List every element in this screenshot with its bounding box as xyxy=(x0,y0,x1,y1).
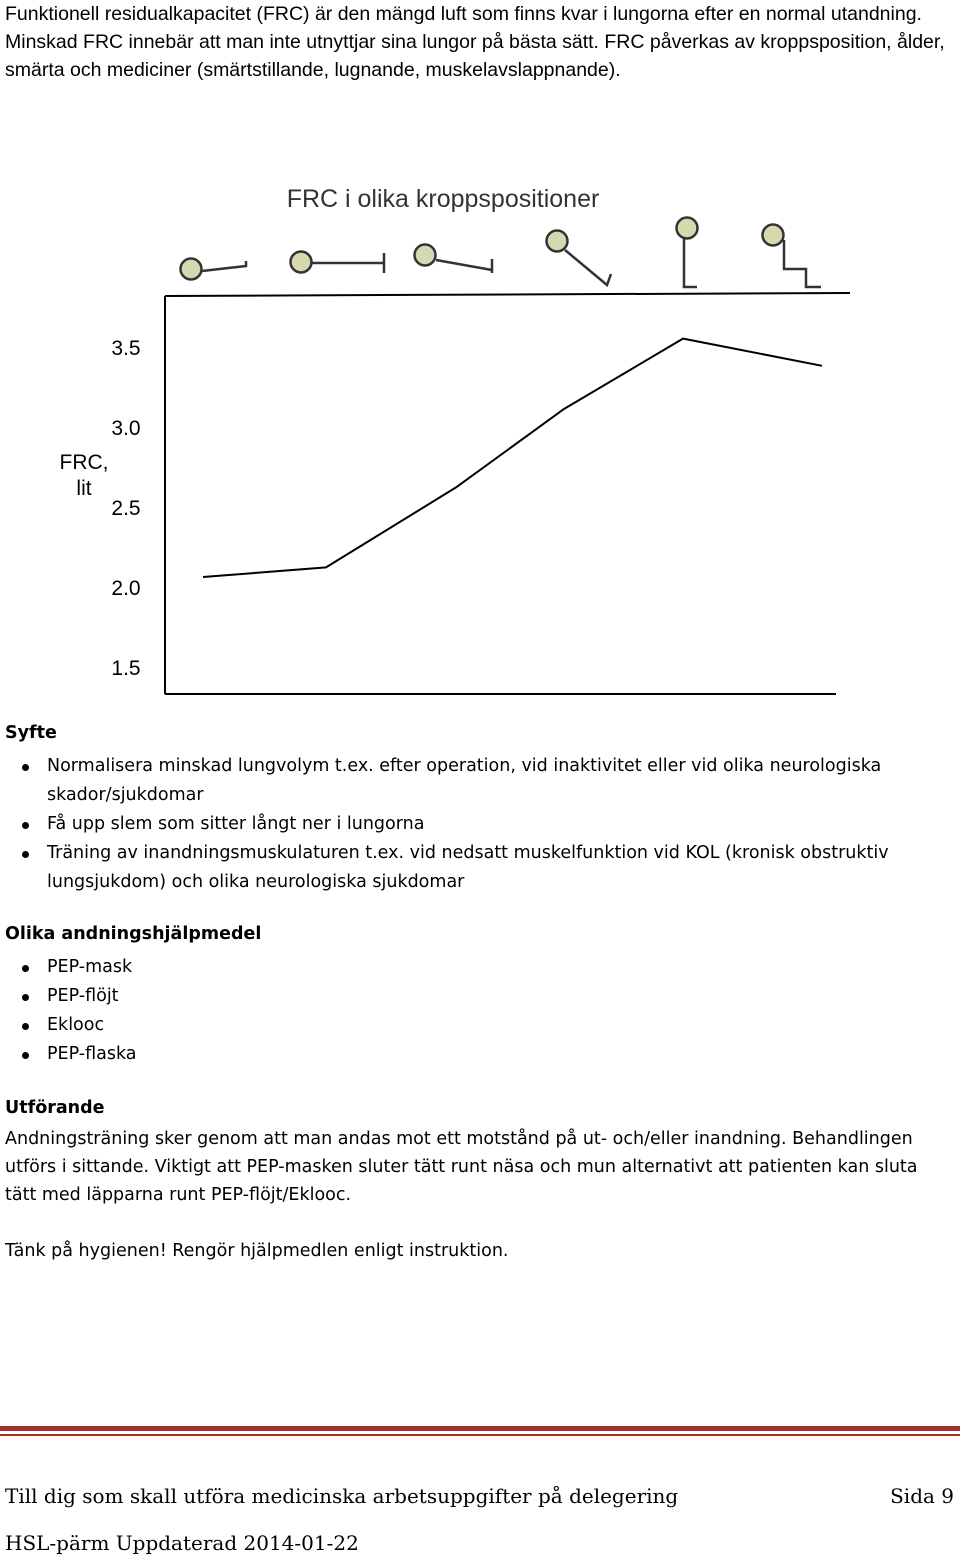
bullet-icon xyxy=(22,851,29,858)
bullet-icon xyxy=(22,822,29,829)
hjalpmedel-list xyxy=(0,953,947,1069)
frc-series-line xyxy=(203,339,822,577)
syfte-list xyxy=(0,752,947,897)
footer-title: Till dig som skall utföra medicinska arbetsuppgifter på delegering xyxy=(5,1484,679,1508)
hygien-text: Tänk på hygienen! Rengör hjälpmedlen enligt instruktion. xyxy=(5,1241,509,1261)
footer-updated: HSL-pärm Uppdaterad 2014-01-22 xyxy=(5,1531,359,1555)
y-tick-label: 1.5 xyxy=(111,657,141,680)
utforande-text: Andningsträning sker genom att man andas mot ett motstånd på ut- och/eller inandning. Behandlingen utförs i sittande. Viktigt att PEP-masken sluter tätt runt näsa och mun alternativt att patienten kan sluta tätt med läpparna runt PEP-flöjt/Eklooc. xyxy=(5,1129,918,1205)
frc-chart xyxy=(0,170,960,710)
semi-reclined-icon xyxy=(415,245,493,274)
semi-sitting-high-icon xyxy=(547,231,612,286)
sitting-icon xyxy=(763,225,822,288)
bullet-icon xyxy=(22,764,29,771)
list-item: PEP-mask xyxy=(0,953,947,982)
list-item: Få upp slem som sitter långt ner i lungorna xyxy=(0,810,947,839)
list-item: PEP-flaska xyxy=(0,1040,947,1069)
series-layer xyxy=(203,339,822,578)
chart-title: FRC i olika kroppspositioner xyxy=(286,185,600,213)
hjalpmedel-heading: Olika andningshjälpmedel xyxy=(5,924,262,944)
footer-rule-thin xyxy=(0,1434,960,1436)
y-tick-label: 2.0 xyxy=(111,577,141,600)
y-axis-label-line-2: lit xyxy=(76,477,92,500)
y-tick-label: 2.5 xyxy=(111,497,141,520)
list-item: PEP-flöjt xyxy=(0,982,947,1011)
supine-icon xyxy=(291,252,385,274)
y-tick-label: 3.5 xyxy=(111,337,141,360)
bullet-icon xyxy=(22,965,29,972)
position-icons xyxy=(181,218,822,288)
bullet-icon xyxy=(22,1052,29,1059)
lying-flat-icon xyxy=(181,259,247,280)
footer-rule xyxy=(0,1426,960,1431)
page-number: Sida 9 xyxy=(890,1484,954,1508)
y-axis-label-line-1: FRC, xyxy=(59,451,109,474)
list-item: Träning av inandningsmuskulaturen t.ex. vid nedsatt muskelfunktion vid KOL (kronisk obstruktiv lungsjukdom) och olika neurologiska sjukdomar xyxy=(0,839,947,897)
bullet-icon xyxy=(22,994,29,1001)
y-tick-label: 3.0 xyxy=(111,417,141,440)
standing-icon xyxy=(677,218,698,288)
list-item: Normalisera minskad lungvolym t.ex. efter operation, vid inaktivitet eller vid olika neurologiska skador/sjukdomar xyxy=(0,752,947,810)
intro-paragraph: Funktionell residualkapacitet (FRC) är den mängd luft som finns kvar i lungorna efter en normal utandning. Minskad FRC innebär att man inte utnyttjar sina lungor på bästa sätt. FRC påverkas av kroppsposition, ålder, smärta och mediciner (smärtstillande, lugnande, muskelavslappnande). xyxy=(5,3,945,81)
bullet-icon xyxy=(22,1023,29,1030)
list-item: Eklooc xyxy=(0,1011,947,1040)
syfte-heading: Syfte xyxy=(5,723,57,743)
top-axis-line xyxy=(165,293,850,296)
utforande-heading: Utförande xyxy=(5,1098,105,1118)
